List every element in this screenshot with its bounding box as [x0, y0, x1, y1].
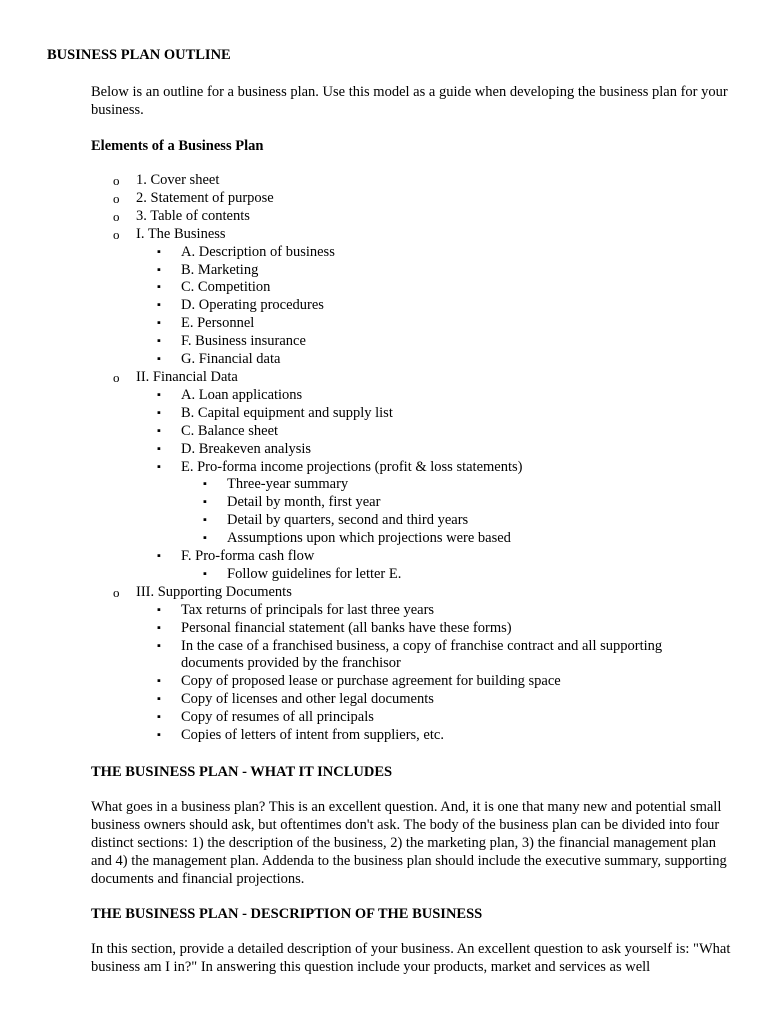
outline-item-text: F. Business insurance — [181, 333, 306, 350]
outline-item-text: B. Capital equipment and supply list — [181, 404, 393, 421]
outline-item-text: C. Competition — [181, 279, 271, 296]
outline-item-level-3 — [91, 566, 731, 584]
square-bullet-icon: ▪ — [203, 567, 207, 580]
outline-item-text: Copy of licenses and other legal documents — [181, 691, 434, 708]
section-paragraph-description: In this section, provide a detailed description of your business. An excellent question to ask yourself is: "What business am I in?" In answering this question include your products, market and services as well — [91, 941, 731, 975]
square-bullet-icon: ▪ — [157, 711, 161, 724]
outline-item-text: Personal financial statement (all banks have these forms) — [181, 619, 512, 636]
square-bullet-icon: ▪ — [157, 317, 161, 330]
outline-item-level-1 — [91, 190, 731, 208]
circle-bullet-icon: o — [113, 173, 120, 188]
circle-bullet-icon: o — [113, 208, 120, 224]
circle-bullet-icon: o — [113, 369, 120, 385]
document-title: BUSINESS PLAN OUTLINE — [47, 47, 231, 63]
outline-item-level-3 — [91, 512, 731, 530]
outline-item-level-1 — [91, 584, 731, 602]
outline-item-text: G. Financial data — [181, 351, 281, 368]
outline-item-level-2 — [91, 727, 731, 745]
square-bullet-icon: ▪ — [203, 532, 207, 545]
outline-item-level-2 — [91, 423, 731, 441]
outline-item-text: C. Balance sheet — [181, 422, 279, 439]
outline-item-text: F. Pro-forma cash flow — [181, 548, 315, 565]
outline-item-text: E. Personnel — [181, 315, 255, 332]
outline-item-text: Copy of proposed lease or purchase agreement for building space — [181, 673, 561, 690]
outline-item-level-1 — [91, 208, 731, 226]
intro-paragraph: Below is an outline for a business plan. Use this model as a guide when developing the business plan for your business. — [91, 84, 728, 118]
outline-item-level-2 — [91, 351, 731, 369]
outline-item-level-1 — [91, 172, 731, 190]
outline-item-text: Assumptions upon which projections were based — [227, 530, 511, 547]
section-heading-description: THE BUSINESS PLAN - DESCRIPTION OF THE BUSINESS — [91, 906, 483, 922]
outline-item-text: B. Marketing — [181, 261, 259, 278]
outline-item-text: D. Operating procedures — [181, 297, 324, 314]
circle-bullet-icon: o — [113, 584, 120, 600]
square-bullet-icon: ▪ — [157, 603, 161, 616]
square-bullet-icon: ▪ — [157, 550, 161, 563]
square-bullet-icon: ▪ — [157, 388, 161, 401]
outline-item-text: Detail by month, first year — [227, 494, 381, 511]
square-bullet-icon: ▪ — [157, 621, 161, 634]
outline-item-level-2 — [91, 262, 731, 280]
outline-item-text: I. The Business — [136, 225, 226, 242]
square-bullet-icon: ▪ — [157, 299, 161, 312]
outline-item-level-2 — [91, 279, 731, 297]
outline-item-text: II. Financial Data — [136, 368, 238, 385]
outline-item-level-2 — [91, 548, 731, 566]
square-bullet-icon: ▪ — [157, 442, 161, 455]
square-bullet-icon: ▪ — [157, 460, 161, 473]
square-bullet-icon: ▪ — [203, 514, 207, 527]
outline-list — [91, 172, 731, 745]
outline-item-level-2 — [91, 441, 731, 459]
outline-item-level-2 — [91, 387, 731, 405]
outline-item-text: Copies of letters of intent from suppliers, etc. — [181, 727, 444, 744]
square-bullet-icon: ▪ — [157, 639, 161, 652]
outline-item-text: A. Loan applications — [181, 386, 303, 403]
square-bullet-icon: ▪ — [203, 496, 207, 509]
outline-item-level-2 — [91, 297, 731, 315]
elements-heading: Elements of a Business Plan — [91, 138, 264, 154]
outline-item-level-1 — [91, 369, 731, 387]
outline-item-level-2 — [91, 638, 731, 674]
square-bullet-icon: ▪ — [157, 406, 161, 419]
square-bullet-icon: ▪ — [157, 245, 161, 258]
outline-item-level-1 — [91, 226, 731, 244]
section-heading-what-it-includes: THE BUSINESS PLAN - WHAT IT INCLUDES — [91, 764, 393, 780]
outline-item-level-2 — [91, 620, 731, 638]
outline-item-level-2 — [91, 405, 731, 423]
outline-item-text: E. Pro-forma income projections (profit & loss statements) — [181, 458, 523, 475]
outline-item-level-2 — [91, 315, 731, 333]
outline-item-text: Copy of resumes of all principals — [181, 709, 374, 726]
square-bullet-icon: ▪ — [157, 281, 161, 294]
square-bullet-icon: ▪ — [157, 693, 161, 706]
outline-item-text: 3. Table of contents — [136, 207, 250, 224]
outline-item-level-2 — [91, 244, 731, 262]
circle-bullet-icon: o — [113, 190, 120, 206]
outline-item-text: Three-year summary — [227, 476, 349, 493]
square-bullet-icon: ▪ — [157, 729, 161, 742]
outline-item-level-2 — [91, 673, 731, 691]
square-bullet-icon: ▪ — [157, 675, 161, 688]
outline-item-level-2 — [91, 459, 731, 477]
square-bullet-icon: ▪ — [157, 353, 161, 366]
outline-item-level-3 — [91, 494, 731, 512]
circle-bullet-icon: o — [113, 226, 120, 242]
square-bullet-icon: ▪ — [157, 424, 161, 437]
outline-item-text: 1. Cover sheet — [136, 172, 220, 188]
outline-item-level-2 — [91, 602, 731, 620]
square-bullet-icon: ▪ — [157, 335, 161, 348]
square-bullet-icon: ▪ — [203, 478, 207, 491]
outline-item-text: 2. Statement of purpose — [136, 189, 274, 206]
outline-item-level-3 — [91, 530, 731, 548]
outline-item-text: D. Breakeven analysis — [181, 440, 312, 457]
outline-item-text: III. Supporting Documents — [136, 583, 292, 600]
outline-item-text: A. Description of business — [181, 243, 335, 260]
outline-item-level-3 — [91, 476, 731, 494]
outline-item-level-2 — [91, 691, 731, 709]
outline-item-text: Detail by quarters, second and third years — [227, 512, 469, 529]
square-bullet-icon: ▪ — [157, 263, 161, 276]
outline-item-text: Tax returns of principals for last three years — [181, 601, 435, 618]
outline-item-text: In the case of a franchised business, a copy of franchise contract and all supporting documents provided by the franchisor — [181, 637, 663, 672]
outline-item-text: Follow guidelines for letter E. — [227, 565, 402, 582]
section-paragraph-what-it-includes: What goes in a business plan? This is an excellent question. And, it is one that many new and potential small business owners should ask, but oftentimes don't ask. The body of the business plan can be divided into four distinct sections: 1) the description of the business, 2) the marketing plan, 3) the financial management plan and 4) the management plan. Addenda to the business plan should include the executive summary, supporting documents and financial projections. — [91, 799, 727, 887]
outline-item-level-2 — [91, 709, 731, 727]
outline-item-level-2 — [91, 333, 731, 351]
